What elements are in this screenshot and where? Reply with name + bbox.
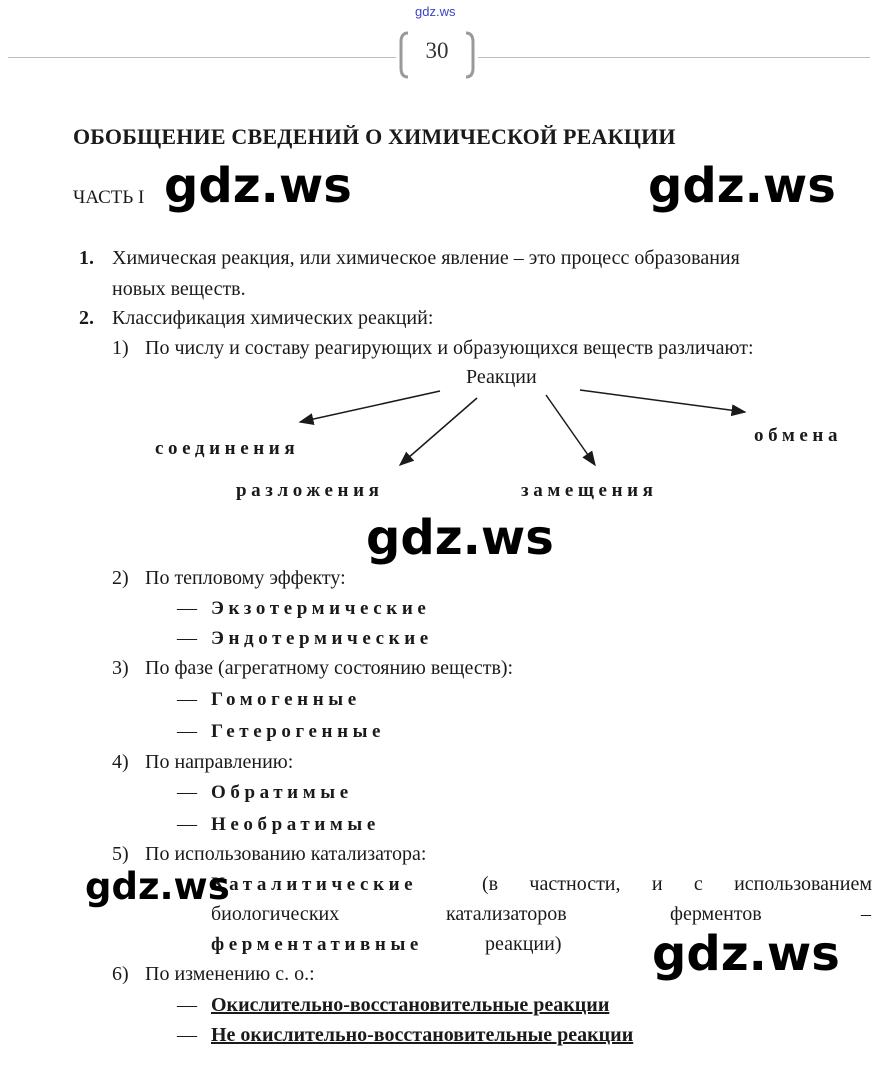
- sub-3-number: 3): [112, 657, 129, 679]
- sub-1-text: По числу и составу реагирующих и образующихся веществ различают:: [145, 337, 754, 359]
- dash: —: [177, 720, 197, 742]
- watermark: gdz.ws: [366, 510, 554, 566]
- node-zameshcheniya: замещения: [521, 480, 658, 501]
- sub-4-text: По направлению:: [145, 751, 294, 773]
- page-number: 30: [425, 38, 449, 63]
- catalytic-line-2-word-3: ферментов: [670, 903, 762, 925]
- sub-4-item-1: Обратимые: [211, 782, 353, 803]
- enzymatic-term: ферментативные: [211, 934, 423, 955]
- node-obmena: обмена: [754, 425, 843, 446]
- watermark: gdz.ws: [648, 158, 836, 214]
- dash: —: [177, 781, 197, 803]
- site-link[interactable]: gdz.ws: [415, 4, 456, 19]
- node-razlozheniya: разложения: [236, 480, 384, 501]
- watermark: gdz.ws: [85, 865, 230, 908]
- catalytic-line-2-word-2: катализаторов: [446, 903, 567, 925]
- watermark: gdz.ws: [164, 158, 352, 214]
- sub-1-number: 1): [112, 337, 129, 359]
- diagram-root: Реакции: [466, 366, 537, 388]
- arrow-to-soedineniya: [300, 391, 440, 422]
- sub-6-number: 6): [112, 963, 129, 985]
- dash: —: [177, 994, 197, 1016]
- sub-5-number: 5): [112, 843, 129, 865]
- item-1-line-1: Химическая реакция, или химическое явление – это процесс образования: [112, 247, 740, 269]
- sub-4-number: 4): [112, 751, 129, 773]
- sub-3-item-2: Гетерогенные: [211, 721, 386, 742]
- sub-6-item-1: Окислительно-восстановительные реакции: [211, 994, 610, 1016]
- sub-2-number: 2): [112, 567, 129, 589]
- arrow-to-zameshcheniya: [546, 395, 595, 465]
- sub-6-text: По изменению с. о.:: [145, 963, 315, 985]
- dash: —: [177, 627, 197, 649]
- catalytic-line-2-word-1: биологических: [211, 903, 340, 925]
- item-2-text: Классификация химических реакций:: [112, 307, 434, 329]
- sub-2-text: По тепловому эффекту:: [145, 567, 346, 589]
- catalytic-term: Каталитические: [211, 874, 418, 895]
- sub-2-item-1: Экзотермические: [211, 598, 431, 619]
- sub-3-text: По фазе (агрегатному состоянию веществ):: [145, 657, 514, 679]
- watermark: gdz.ws: [652, 926, 840, 982]
- item-1-line-2: новых веществ.: [112, 278, 246, 300]
- page-title: ОБОБЩЕНИЕ СВЕДЕНИЙ О ХИМИЧЕСКОЙ РЕАКЦИИ: [73, 124, 676, 149]
- catalytic-line-2-dash: –: [861, 903, 871, 925]
- sub-3-item-1: Гомогенные: [211, 689, 361, 710]
- sub-4-item-2: Необратимые: [211, 814, 380, 835]
- arrow-to-obmena: [580, 390, 745, 412]
- dash: —: [177, 1024, 197, 1046]
- dash: —: [177, 597, 197, 619]
- sub-5-text: По использованию катализатора:: [145, 843, 427, 865]
- sub-2-item-2: Эндотермические: [211, 628, 433, 649]
- enzymatic-rest: реакции): [485, 933, 562, 955]
- dash: —: [177, 813, 197, 835]
- item-2-number: 2.: [79, 307, 94, 329]
- dash: —: [177, 688, 197, 710]
- arrow-to-razlozheniya: [400, 398, 477, 465]
- catalytic-rest: (в частности, и с использованием: [482, 873, 872, 895]
- sub-6-item-2: Не окислительно-восстановительные реакции: [211, 1024, 634, 1046]
- part-label: ЧАСТЬ I: [73, 187, 145, 208]
- item-1-number: 1.: [79, 247, 94, 269]
- node-soedineniya: соединения: [155, 438, 300, 459]
